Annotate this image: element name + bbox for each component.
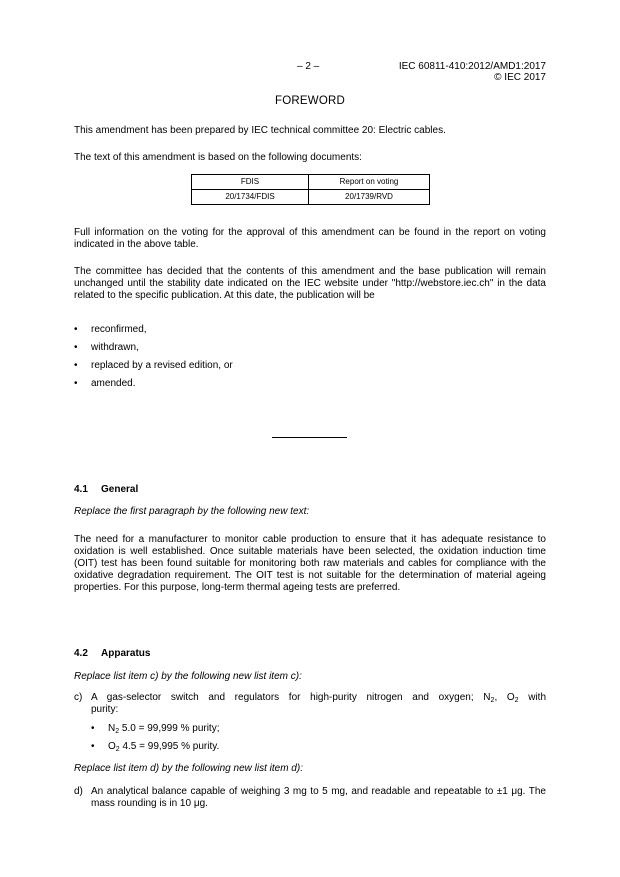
text-segment: O bbox=[108, 741, 116, 752]
list-item-c bbox=[74, 692, 546, 722]
section-heading-4-2 bbox=[74, 648, 150, 660]
foreword-voting-info: Full information on the voting for the approval of this amendment can be found in the report on voting indicated in the above table. bbox=[74, 227, 546, 250]
section-divider bbox=[272, 437, 347, 438]
section-heading-4-1 bbox=[74, 484, 138, 496]
bullet-icon: • bbox=[91, 723, 95, 734]
instruction-4-1: Replace the first paragraph by the following new text: bbox=[74, 506, 310, 517]
text-segment: N bbox=[108, 723, 116, 734]
bullet-icon: • bbox=[74, 324, 78, 335]
section-number: 4.1 bbox=[74, 484, 88, 495]
bullet-icon: • bbox=[74, 342, 78, 353]
text-segment: A gas-selector switch and regulators for high-purity nitrogen and oxygen; N bbox=[91, 692, 491, 703]
list-item-text bbox=[108, 723, 219, 735]
instruction-4-2-c: Replace list item c) by the following new list item c): bbox=[74, 671, 302, 682]
table-header-report: Report on voting bbox=[309, 175, 430, 190]
list-label-d: d) bbox=[74, 786, 83, 797]
bullet-icon: • bbox=[91, 741, 95, 752]
text-segment: with bbox=[518, 692, 547, 703]
table-cell-fdis: 20/1734/FDIS bbox=[192, 190, 309, 205]
voting-table-header bbox=[192, 175, 430, 190]
list-item-d bbox=[74, 786, 546, 814]
list-item-c-body bbox=[91, 692, 546, 716]
list-item-c-line2: purity: bbox=[91, 704, 119, 715]
document-id: IEC 60811-410:2012/AMD1:2017 bbox=[398, 61, 546, 72]
section-title: Apparatus bbox=[101, 648, 151, 659]
bullet-icon: • bbox=[74, 378, 78, 389]
instruction-4-2-d: Replace list item d) by the following new list item d): bbox=[74, 763, 303, 774]
page-number: – 2 – bbox=[297, 61, 320, 72]
list-item-text bbox=[108, 741, 219, 753]
voting-table bbox=[191, 174, 430, 205]
document-reference bbox=[399, 61, 546, 83]
copyright-notice: © IEC 2017 bbox=[494, 72, 546, 83]
list-item-text: reconfirmed, bbox=[91, 324, 147, 335]
subscript: 2 bbox=[490, 697, 495, 704]
table-cell-rvd: 20/1739/RVD bbox=[309, 190, 430, 205]
subscript: 2 bbox=[514, 697, 519, 704]
list-item-c-line1 bbox=[91, 692, 546, 704]
list-item-text: replaced by a revised edition, or bbox=[91, 360, 233, 371]
subscript: 2 bbox=[115, 728, 120, 735]
section-number: 4.2 bbox=[74, 648, 88, 659]
foreword-committee-decision: The committee has decided that the contents of this amendment and the base publication will remain unchanged until the stability date indicated on the IEC website under "http://webstore.iec.ch" in the data related to the specific publication. At this date, the publication will be bbox=[74, 266, 546, 301]
section-title: General bbox=[101, 484, 139, 495]
text-segment: 4.5 = 99,995 % purity. bbox=[119, 741, 220, 752]
list-item-text: amended. bbox=[91, 378, 136, 389]
text-segment: 5.0 = 99,999 % purity; bbox=[119, 723, 220, 734]
foreword-title: FOREWORD bbox=[275, 95, 345, 107]
subscript: 2 bbox=[115, 746, 120, 753]
section-4-1-body: The need for a manufacturer to monitor cable production to ensure that it has adequate resistance to oxidation is well established. Once suitable materials have been selected, the oxidation induction time (OIT) test has been found suitable for monitoring both raw materials and cables for compliance with the oxidative degradation requirement. The OIT test is not suitable for the determination of material ageing properties. For this purpose, long-term thermal ageing tests are preferred. bbox=[74, 534, 546, 593]
foreword-based-on: The text of this amendment is based on the following documents: bbox=[74, 152, 362, 163]
list-item-d-body: An analytical balance capable of weighing 3 mg to 5 mg, and readable and repeatable to ±1 μg. The mass rounding is in 10 μg. bbox=[91, 786, 546, 809]
text-segment: , O bbox=[494, 692, 515, 703]
bullet-icon: • bbox=[74, 360, 78, 371]
table-header-fdis: FDIS bbox=[192, 175, 309, 190]
list-label-c: c) bbox=[74, 692, 83, 703]
foreword-intro: This amendment has been prepared by IEC technical committee 20: Electric cables. bbox=[74, 125, 446, 136]
table-row bbox=[192, 190, 430, 205]
list-item-text: withdrawn, bbox=[91, 342, 139, 353]
